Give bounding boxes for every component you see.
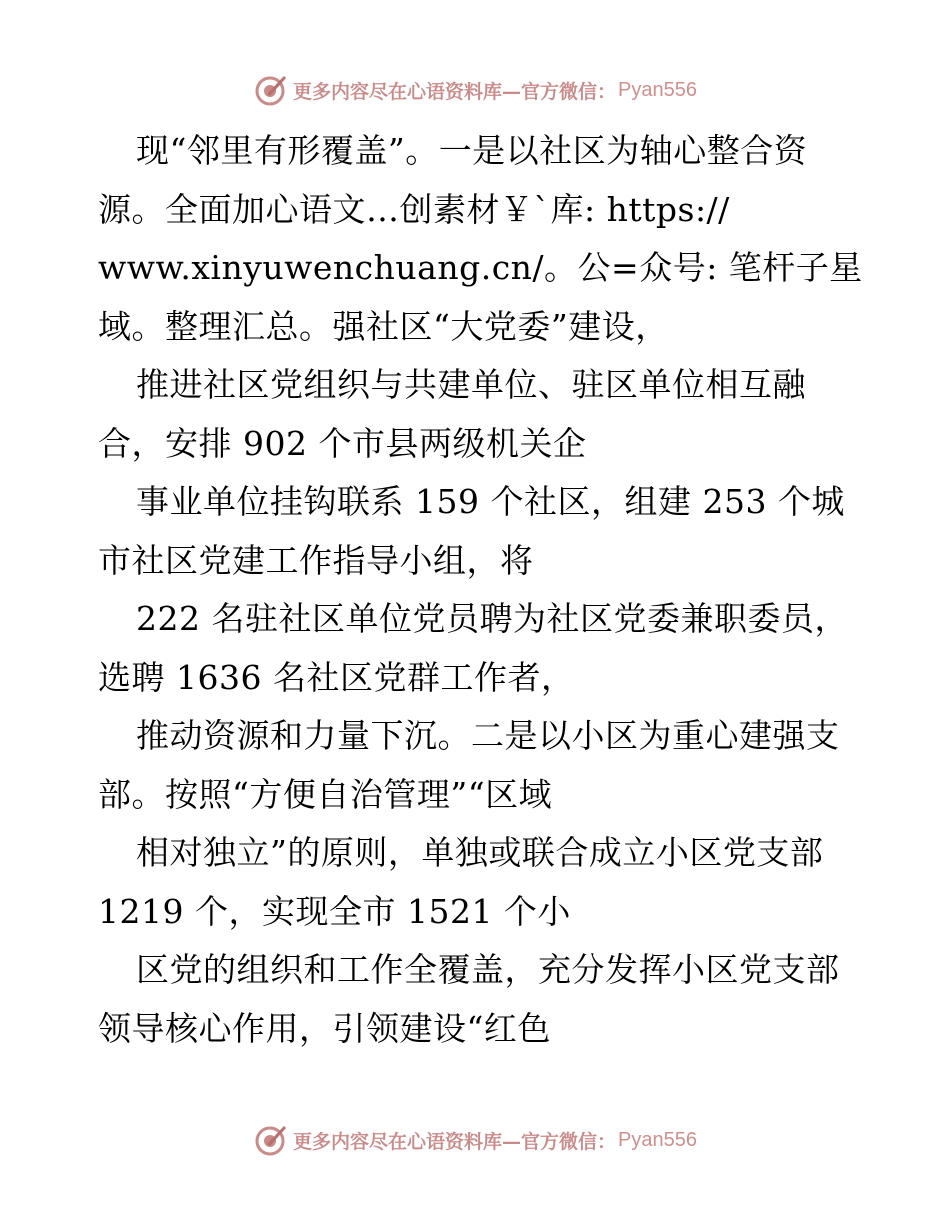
text-line: 源。全面加心语文…创素材￥`库: https:// xyxy=(98,189,730,229)
text-line: 现“邻里有形覆盖”。一是以社区为轴心整合资 xyxy=(136,131,808,170)
text-line: 选聘 1636 名社区党群工作者， xyxy=(98,657,575,697)
quill-logo-icon xyxy=(253,72,289,108)
banner-wechat-id: Pyan556 xyxy=(618,78,697,101)
text-line: 合，安排 902 个市县两级机关企 xyxy=(98,423,587,463)
footer-banner xyxy=(0,1120,950,1160)
header-banner xyxy=(0,70,950,110)
text-line: 相对独立”的原则，单独或联合成立小区党支部 xyxy=(136,833,824,872)
banner-wechat-id: Pyan556 xyxy=(618,1128,697,1151)
banner-text: 更多内容尽在心语资料库—官方微信： xyxy=(293,1130,617,1153)
text-line: 推动资源和力量下沉。二是以小区为重心建强支 xyxy=(136,716,840,755)
text-line: 域。整理汇总。强社区“大党委”建设， xyxy=(98,306,669,346)
text-line: 市社区党建工作指导小组，将 xyxy=(98,540,534,580)
text-line: 部。按照“方便自治管理”“区域 xyxy=(98,774,553,814)
text-line: 区党的组织和工作全覆盖，充分发挥小区党支部 xyxy=(136,950,840,989)
text-line: 领导核心作用，引领建设“红色 xyxy=(98,1008,551,1048)
text-line: 1219 个，实现全市 1521 个小 xyxy=(98,891,571,931)
text-line: 推进社区党组织与共建单位、驻区单位相互融 xyxy=(136,365,806,404)
text-line: www.xinyuwenchuang.cn/。公=众号: 笔杆子星 xyxy=(98,248,863,287)
text-line: 222 名驻社区单位党员聘为社区党委兼职委员， xyxy=(136,599,848,638)
banner-text: 更多内容尽在心语资料库—官方微信： xyxy=(293,80,617,103)
text-line: 事业单位挂钩联系 159 个社区，组建 253 个城 xyxy=(136,482,845,521)
document-body xyxy=(98,122,868,1058)
quill-logo-icon xyxy=(253,1122,289,1158)
